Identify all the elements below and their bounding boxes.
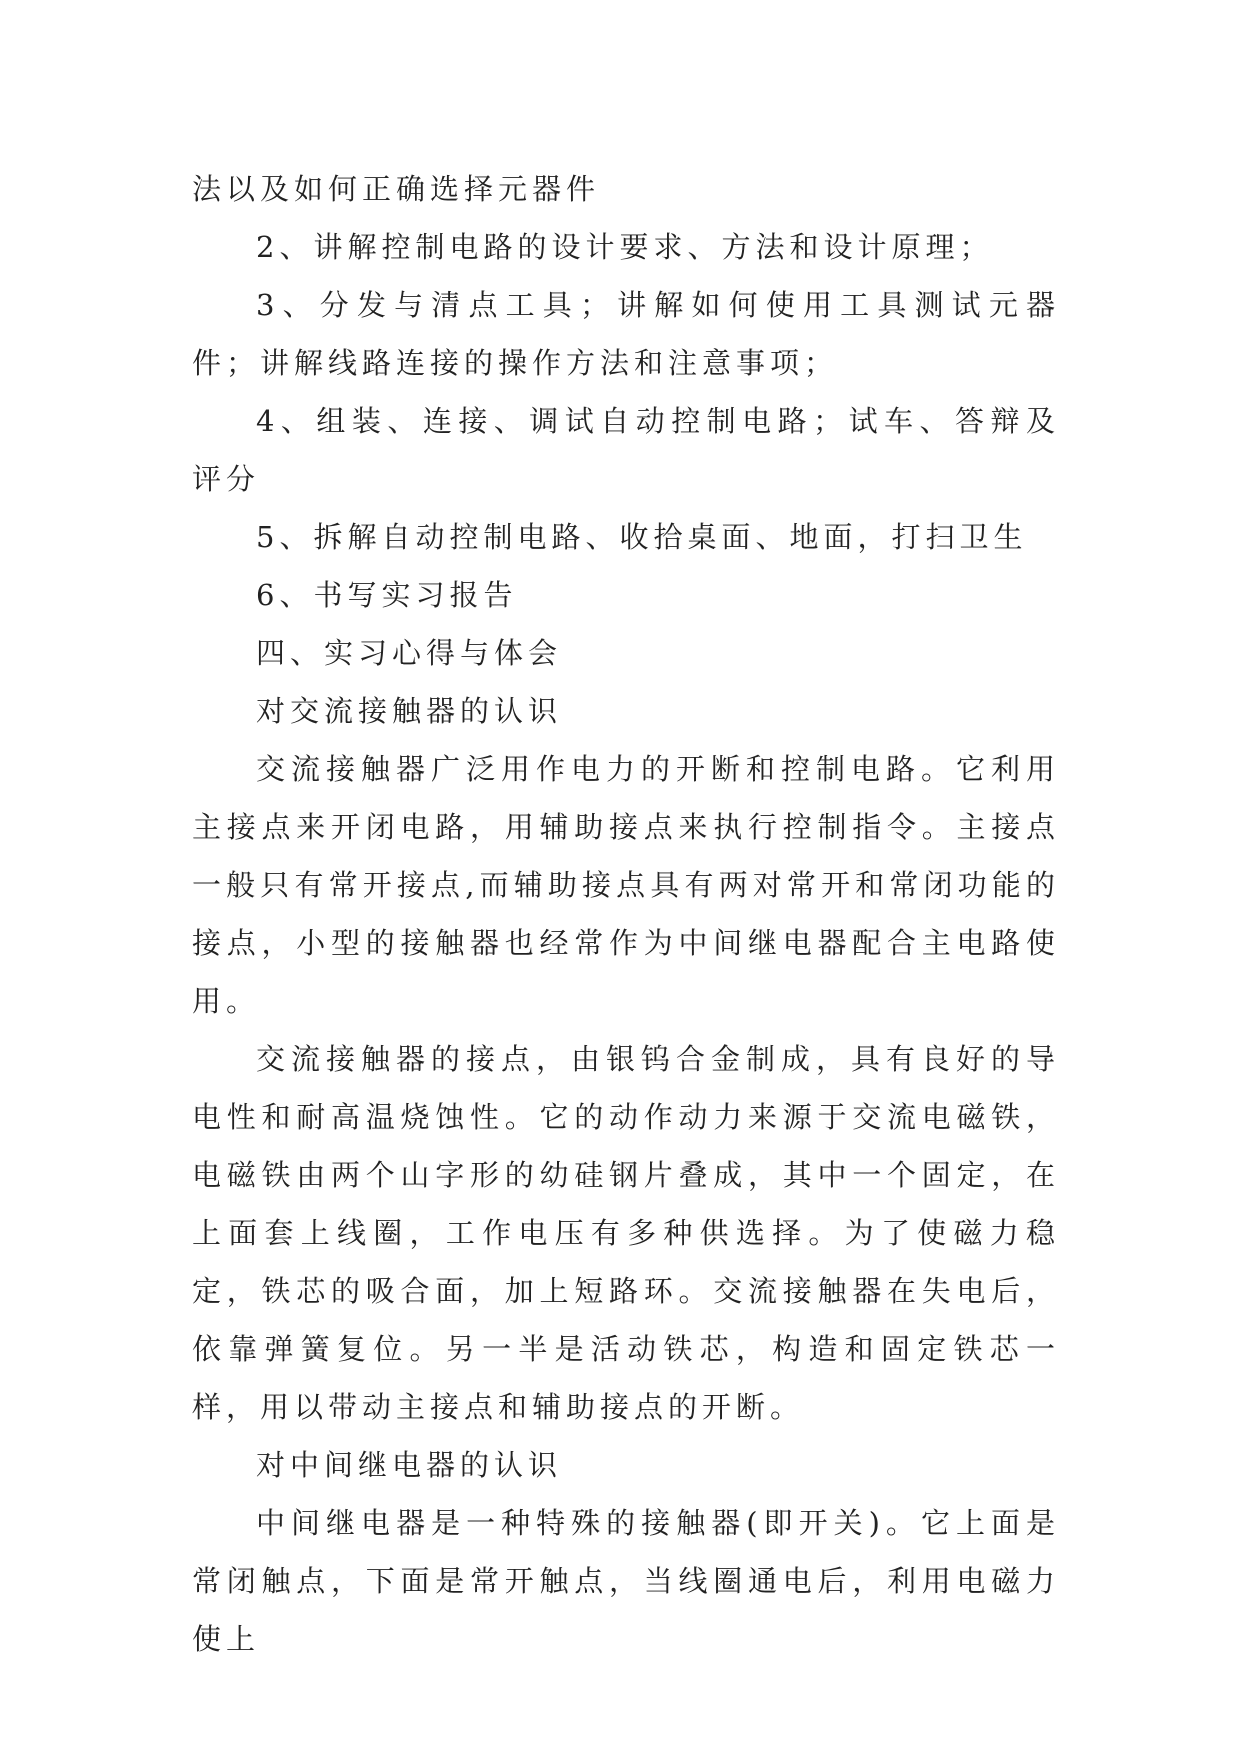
list-item-3: 3、分发与清点工具；讲解如何使用工具测试元器件；讲解线路连接的操作方法和注意事项； xyxy=(192,288,1060,380)
list-item-5: 5、拆解自动控制电路、收拾桌面、地面，打扫卫生 xyxy=(256,520,1028,554)
paragraph-contactor-structure: 交流接触器的接点，由银钨合金制成，具有良好的导电性和耐高温烧蚀性。它的动作动力来源于交流电磁铁，电磁铁由两个山字形的幼硅钢片叠成，其中一个固定，在上面套上线圈，工作电压有多种供选择。为了使磁力稳定，铁芯的吸合面，加上短路环。交流接触器在失电后，依靠弹簧复位。另一半是活动铁芯，构造和固定铁芯一样，用以带动主接点和辅助接点的开断。 xyxy=(192,1042,1060,1424)
subheading-relay: 对中间继电器的认识 xyxy=(256,1448,563,1482)
paragraph-contactor-usage: 交流接触器广泛用作电力的开断和控制电路。它利用主接点来开闭电路，用辅助接点来执行控制指令。主接点一般只有常开接点,而辅助接点具有两对常开和常闭功能的接点，小型的接触器也经常作为中间继电器配合主电路使用。 xyxy=(192,752,1060,1018)
subheading-contactor: 对交流接触器的认识 xyxy=(256,694,563,728)
document-body xyxy=(192,160,1060,1668)
list-item-4: 4、组装、连接、调试自动控制电路；试车、答辩及评分 xyxy=(192,404,1060,496)
list-item-2: 2、讲解控制电路的设计要求、方法和设计原理； xyxy=(256,230,994,264)
paragraph-continuation: 法以及如何正确选择元器件 xyxy=(192,172,601,206)
paragraph-relay: 中间继电器是一种特殊的接触器(即开关)。它上面是常闭触点，下面是常开触点，当线圈通电后，利用电磁力使上 xyxy=(192,1506,1060,1656)
section-heading: 四、实习心得与体会 xyxy=(256,636,563,670)
list-item-6: 6、书写实习报告 xyxy=(256,578,518,612)
